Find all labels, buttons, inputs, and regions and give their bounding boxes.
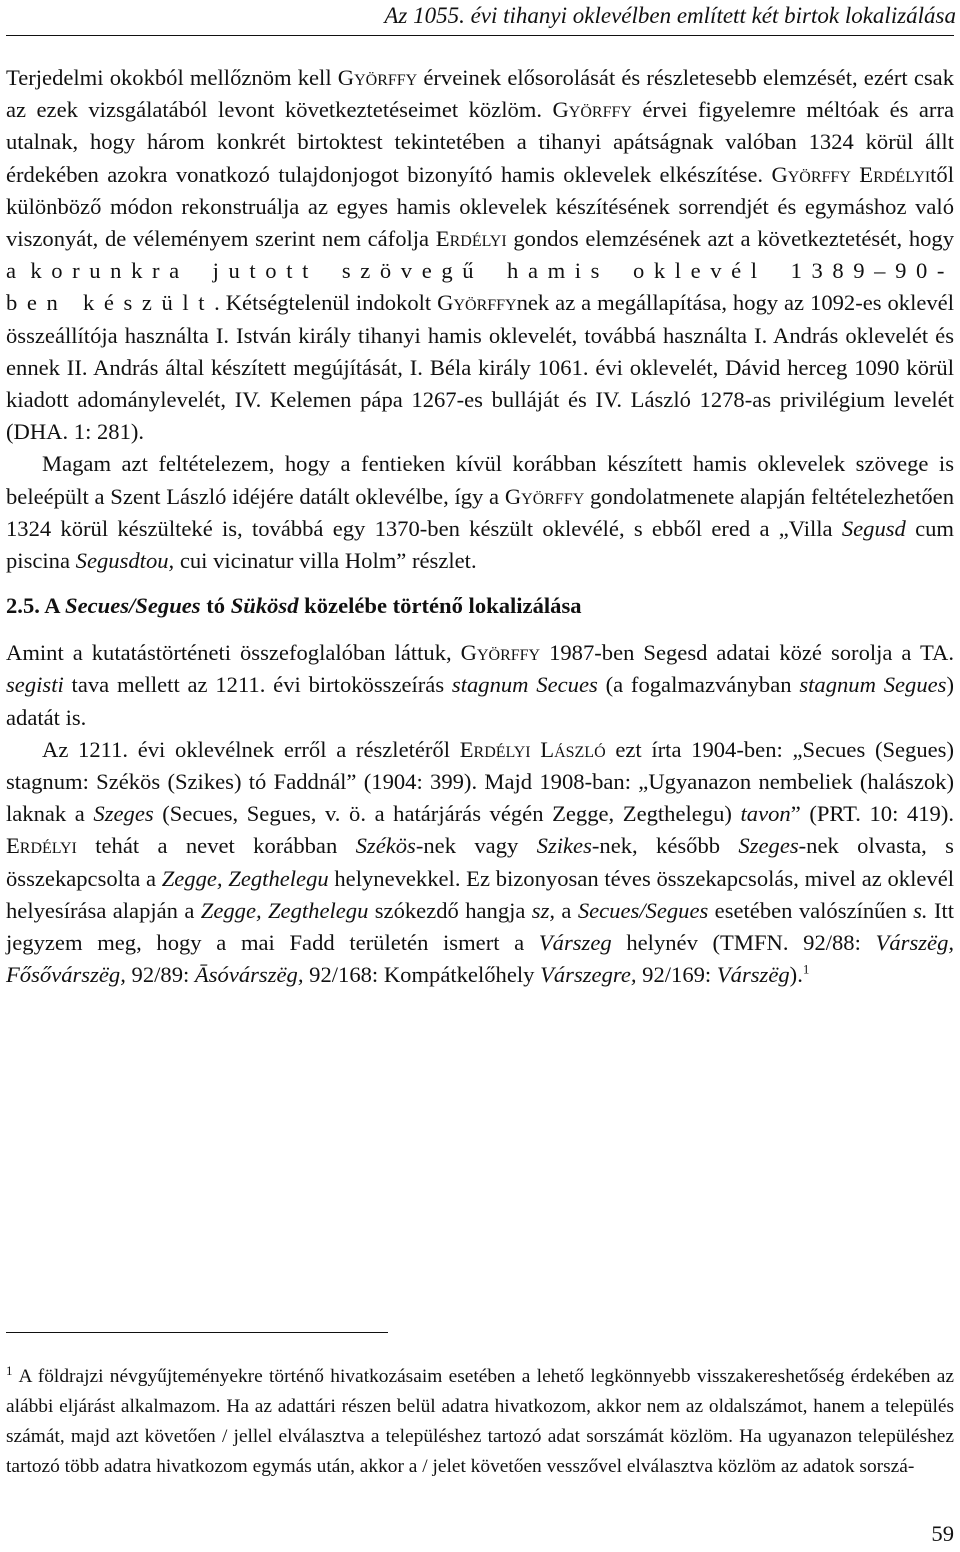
paragraph-1 (6, 62, 954, 448)
text-run: (Secues, Segues, v. ö. a határjárás végén Zegge, Zegthelegu) (153, 801, 741, 827)
text-run: -nek olvasta, s összekapcsolta a (6, 833, 954, 891)
text-run: 92/89: (125, 962, 195, 988)
text-run: cum piscina (6, 515, 954, 574)
text-run: Amint a kutatástörténeti összefoglalóban láttuk, (6, 640, 461, 666)
text-run: gondolatmenete alapján feltételezhetően 1324 körül készülteké is, továbbá egy 1370-ben készült oklevélé, s ebből ered a „Villa (6, 483, 954, 541)
footnote-body: A földrajzi névgyűjteményekre történő hivatkozásaim esetében a lehető legkönnyebb visszakereshetőség érdekében az alábbi eljárást alkalmazom. Ha az adattári részen belül adatra hivatkozom, akkor nem az oldalszámot, hanem a település számát, majd azt követően / jellel elválasztva a településhez tartozó adat sorszámát közlöm. Ha ugyanazon településhez tartozó több adatra hivatkozom egymás után, akkor a / jelet követően vesszővel elválasztva közlöm az adatok sorszá- (6, 1366, 954, 1477)
emphasized-spaced-text: korunkra jutott szövegű hamis oklevél 1389–90-ben készült (6, 258, 954, 316)
author-name: Györffy (437, 290, 517, 316)
body-text (6, 62, 954, 991)
text-run: szókezdő hangja (368, 897, 532, 923)
heading-italic-text: Secues/Segues (65, 593, 201, 619)
text-run: Magam azt feltételezem, hogy a fentieken kívül korábban készített hamis oklevelek szövege is beleépült a Szent László idéjére datált oklevélbe, így a (6, 451, 954, 509)
text-run: -nek vagy (415, 833, 537, 859)
italic-text: Várszëg (716, 962, 790, 988)
author-name: Györffy (552, 97, 632, 123)
footnote-text (6, 1362, 954, 1482)
italic-text: tavon (740, 801, 791, 827)
text-run: -nek, később (591, 833, 739, 859)
italic-text: Zegge, Zegthelegu (200, 897, 369, 923)
author-name: Györffy (337, 65, 418, 90)
footnote-separator (6, 1332, 388, 1333)
text-run: gondos elemzésének azt a következtetését, hogy a (6, 226, 955, 284)
author-name: Erdélyi (435, 226, 507, 252)
text-run: ) adatát is. (6, 672, 954, 730)
italic-text: Szeges (93, 801, 154, 827)
text-run: 1987-ben Segesd adatai közé sorolja a TA. (540, 640, 954, 666)
italic-text: segisti (6, 672, 64, 698)
author-name: Erdélyi László (459, 736, 606, 762)
author-name: Erdélyi (6, 833, 77, 859)
text-run: Az 1211. évi oklevélnek erről a részletéről (42, 736, 460, 762)
text-run: helynevekkel. Ez bizonyosan téves összekapcsolás, mivel az oklevél helyesírása alapján a (6, 865, 954, 923)
italic-text: Āsóvárszëg, (194, 962, 304, 988)
text-run: tava mellett az 1211. évi birtokösszeírás (63, 672, 452, 698)
italic-text: stagnum Segues (799, 672, 947, 698)
text-run: 92/168: Kompátkelőhely (303, 962, 541, 988)
section-heading (6, 591, 954, 621)
paragraph-2 (6, 448, 954, 577)
text-run: a (555, 897, 578, 923)
italic-text: s. (913, 897, 928, 923)
text-run: Itt jegyzem meg, hogy a mai Fadd területén ismert a (6, 897, 955, 956)
author-name: Györffy (771, 161, 851, 187)
footnote-mark: 1 (6, 1362, 13, 1378)
text-run: Terjedelmi okokból mellőznöm kell (6, 65, 338, 90)
footnote-reference[interactable]: 1 (802, 961, 810, 977)
italic-text: Secues/Segues (577, 897, 709, 923)
text-run: érveinek elősorolását és részletesebb elemzését, ezért csak az ezek vizsgálatából levont következtetéseimet közlöm. (6, 65, 954, 123)
text-run: tehát a nevet korábban (76, 833, 356, 859)
text-run: érvei figyelemre méltóak és arra utalnak, hogy három konkrét birtoktest tekintetében a tihanyi apátságnak valóban 1324 körül állt érdekében azokra vonatkozó tulajdonjogot bizonyító hamis oklevelek elkészítése. (6, 97, 954, 187)
italic-text: Várszeg (538, 930, 612, 956)
text-run: ” (PRT. 10: 419). (790, 801, 954, 827)
italic-text: Várszëg, Fősővárszëg, (6, 930, 955, 988)
text-run: cui vicinatur villa Holm” részlet. (174, 548, 477, 574)
italic-text: Segusdtou, (75, 548, 175, 574)
heading-italic-text: Sükösd (230, 593, 299, 619)
footnote (6, 1362, 954, 1482)
italic-text: Segusd (841, 515, 906, 541)
text-run: től különböző módon rekonstruálja az egyes hamis oklevelek készítésének sorrendjét és egymáshoz való viszonyát, de véleményem szerint nem cáfolja (6, 161, 955, 252)
text-run: 92/169: (636, 962, 717, 988)
text-run: (a fogalmazványban (597, 672, 800, 698)
author-name: Györffy (504, 483, 585, 509)
italic-text: Szikes (536, 833, 592, 859)
italic-text: Székös (355, 833, 416, 859)
paragraph-3 (6, 637, 954, 734)
heading-text: 2.5. A (6, 593, 66, 619)
author-name: Györffy (460, 640, 541, 666)
italic-text: stagnum Secues (451, 672, 598, 698)
author-name: Erdélyi (859, 161, 931, 187)
text-run: esetében valószínűen (708, 897, 914, 923)
page-number: 59 (931, 1521, 954, 1546)
italic-text: Várszegre, (540, 962, 637, 988)
italic-text: Zegge, Zegthelegu (161, 865, 329, 891)
italic-text: sz, (531, 897, 556, 923)
text-run: ezt írta 1904-ben: „Secues (Segues) stagnum: Székös (Szikes) tó Faddnál” (1904: 399). Majd 1908-ban: „Ugyanazon nembeliek (halászok) laknak a (6, 736, 954, 827)
italic-text: Szeges (738, 833, 799, 859)
running-header: Az 1055. évi tihanyi oklevélben említett két birtok lokalizálása (384, 3, 956, 28)
text-run: nek az a megállapítása, hogy az 1092-es oklevél összeállítója használta I. István király tihanyi hamis oklevelét, továbbá használta I. András oklevelét és ennek II. András által készített megújítását, I. Béla király 1061. évi oklevelét, Dávid herceg 1090 körül kiadott adománylevelét, IV. Kelemen pápa 1267-es bulláját és IV. László 1278-as privilégium levelét (DHA. 1: 281). (6, 290, 954, 445)
heading-text: közelébe történő lokalizálása (298, 593, 582, 619)
text-run: helynév (TMFN. 92/88: (611, 930, 876, 956)
heading-text: tó (200, 593, 231, 619)
paragraph-4 (6, 734, 954, 992)
text-run: . Kétségtelenül indokolt (214, 290, 438, 316)
header-rule (6, 35, 954, 36)
text-run: ). (789, 962, 803, 988)
